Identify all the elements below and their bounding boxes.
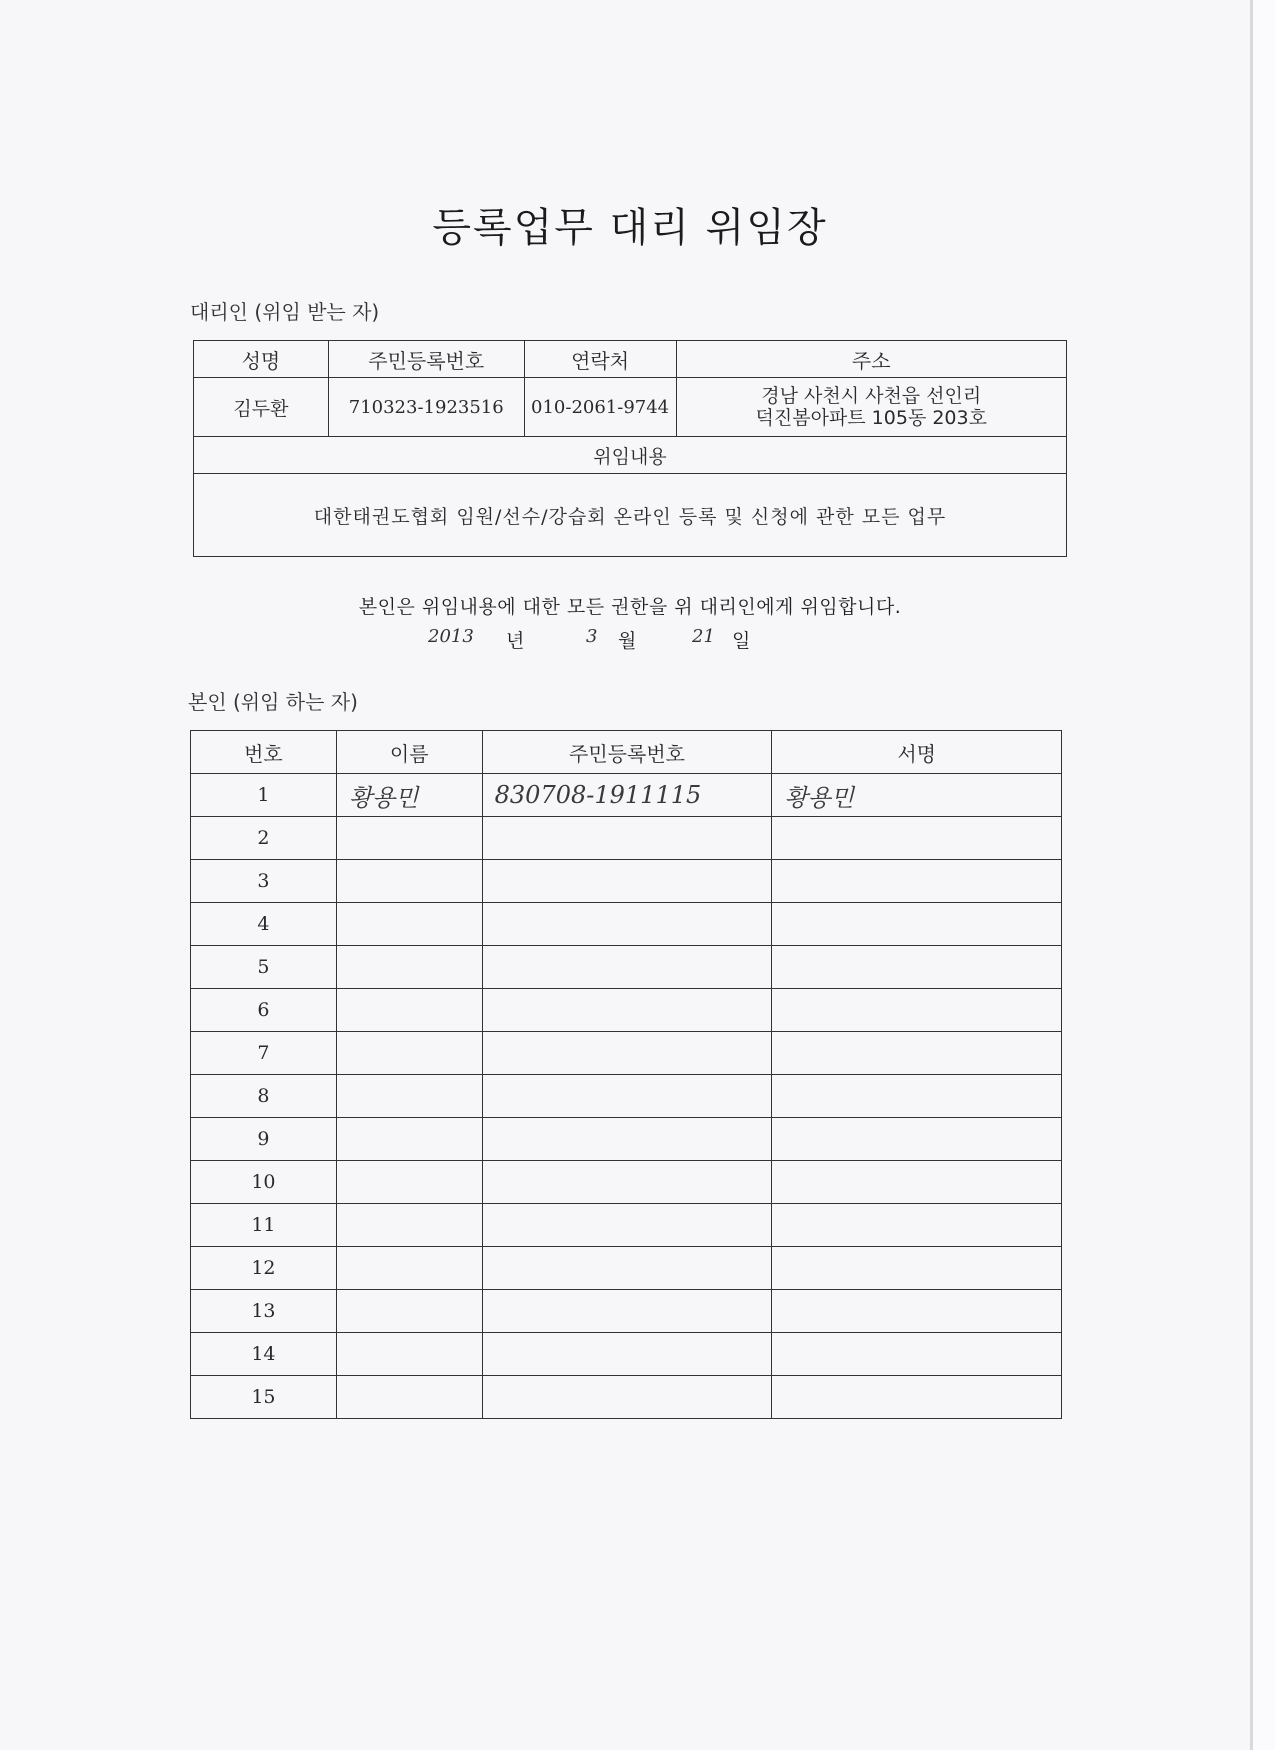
row-signature [772, 860, 1062, 903]
row-signature [772, 1333, 1062, 1376]
row-resident-number [482, 1032, 772, 1075]
row-name [336, 1075, 482, 1118]
row-signature [772, 1247, 1062, 1290]
row-signature [772, 1075, 1062, 1118]
row-name [336, 1032, 482, 1075]
row-resident-number: 830708-1911115 [482, 774, 772, 817]
principal-table-body [191, 774, 1062, 1419]
agent-address-line2: 덕진봄아파트 105동 203호 [755, 407, 987, 429]
row-resident-number [482, 1161, 772, 1204]
table-row [191, 774, 1062, 817]
agent-address-line1: 경남 사천시 사천읍 선인리 [761, 385, 982, 407]
row-number: 10 [191, 1161, 337, 1204]
date-day-value: 21 [692, 626, 715, 647]
row-resident-number [482, 1376, 772, 1419]
row-signature [772, 817, 1062, 860]
principal-header-signature: 서명 [772, 731, 1062, 774]
row-resident-number [482, 860, 772, 903]
row-name [336, 1333, 482, 1376]
row-resident-number [482, 1204, 772, 1247]
row-signature [772, 1032, 1062, 1075]
row-number: 14 [191, 1333, 337, 1376]
date-line [420, 624, 840, 654]
document-title: 등록업무 대리 위임장 [432, 205, 828, 251]
date-month-value: 3 [586, 626, 598, 647]
row-name [336, 1247, 482, 1290]
row-name [336, 1204, 482, 1247]
row-name [336, 946, 482, 989]
agent-table-header-row [194, 341, 1067, 378]
agent-section-label: 대리인 (위임 받는 자) [190, 300, 380, 324]
row-number: 5 [191, 946, 337, 989]
row-resident-number [482, 903, 772, 946]
agent-contact: 010-2061-9744 [524, 378, 676, 437]
row-number: 12 [191, 1247, 337, 1290]
row-signature: 황용민 [772, 774, 1062, 817]
agent-header-resident-number: 주민등록번호 [328, 341, 524, 378]
row-signature [772, 946, 1062, 989]
page-edge-shadow [1250, 0, 1253, 1750]
row-name [336, 1161, 482, 1204]
row-number: 6 [191, 989, 337, 1032]
table-row [191, 1204, 1062, 1247]
row-number: 1 [191, 774, 337, 817]
principal-table-header-row [191, 731, 1062, 774]
row-signature [772, 903, 1062, 946]
principal-header-name: 이름 [336, 731, 482, 774]
row-signature [772, 989, 1062, 1032]
page-margin [1253, 0, 1275, 1750]
row-number: 13 [191, 1290, 337, 1333]
table-row [191, 860, 1062, 903]
date-day-label: 일 [732, 630, 751, 652]
table-row [191, 989, 1062, 1032]
agent-table [193, 340, 1067, 557]
agent-resident-number: 710323-1923516 [328, 378, 524, 437]
table-row [191, 1247, 1062, 1290]
table-row [191, 1376, 1062, 1419]
table-row [191, 903, 1062, 946]
delegation-header: 위임내용 [194, 437, 1067, 474]
agent-header-address: 주소 [676, 341, 1067, 378]
row-resident-number [482, 1333, 772, 1376]
principal-table [190, 730, 1062, 1419]
row-signature [772, 1290, 1062, 1333]
row-number: 3 [191, 860, 337, 903]
delegation-content: 대한태권도협회 임원/선수/강습회 온라인 등록 및 신청에 관한 모든 업무 [194, 474, 1067, 557]
delegation-header-row [194, 437, 1067, 474]
agent-header-name: 성명 [194, 341, 329, 378]
row-number: 4 [191, 903, 337, 946]
table-row [191, 1118, 1062, 1161]
row-resident-number [482, 1075, 772, 1118]
agent-address [676, 378, 1067, 437]
row-number: 2 [191, 817, 337, 860]
row-signature [772, 1376, 1062, 1419]
table-row [191, 946, 1062, 989]
date-year-value: 2013 [428, 626, 474, 647]
row-resident-number [482, 946, 772, 989]
row-name [336, 903, 482, 946]
delegation-content-row [194, 474, 1067, 557]
row-name [336, 989, 482, 1032]
agent-table-row [194, 378, 1067, 437]
row-signature [772, 1204, 1062, 1247]
row-number: 11 [191, 1204, 337, 1247]
table-row [191, 1161, 1062, 1204]
agent-header-contact: 연락처 [524, 341, 676, 378]
row-signature [772, 1118, 1062, 1161]
date-month-label: 월 [618, 630, 637, 652]
row-name [336, 1118, 482, 1161]
table-row [191, 1290, 1062, 1333]
row-number: 8 [191, 1075, 337, 1118]
row-name [336, 1376, 482, 1419]
row-resident-number [482, 1247, 772, 1290]
table-row [191, 1032, 1062, 1075]
agent-name: 김두환 [194, 378, 329, 437]
row-name [336, 1290, 482, 1333]
date-year-label: 년 [506, 630, 525, 652]
row-name: 황용민 [336, 774, 482, 817]
row-resident-number [482, 989, 772, 1032]
row-name [336, 860, 482, 903]
principal-section-label: 본인 (위임 하는 자) [188, 690, 358, 714]
principal-header-resident-number: 주민등록번호 [482, 731, 772, 774]
table-row [191, 1075, 1062, 1118]
row-resident-number [482, 1118, 772, 1161]
table-row [191, 1333, 1062, 1376]
row-name [336, 817, 482, 860]
table-row [191, 817, 1062, 860]
row-number: 15 [191, 1376, 337, 1419]
principal-header-number: 번호 [191, 731, 337, 774]
row-resident-number [482, 817, 772, 860]
row-number: 9 [191, 1118, 337, 1161]
row-number: 7 [191, 1032, 337, 1075]
row-signature [772, 1161, 1062, 1204]
delegation-statement: 본인은 위임내용에 대한 모든 권한을 위 대리인에게 위임합니다. [358, 596, 902, 618]
row-resident-number [482, 1290, 772, 1333]
